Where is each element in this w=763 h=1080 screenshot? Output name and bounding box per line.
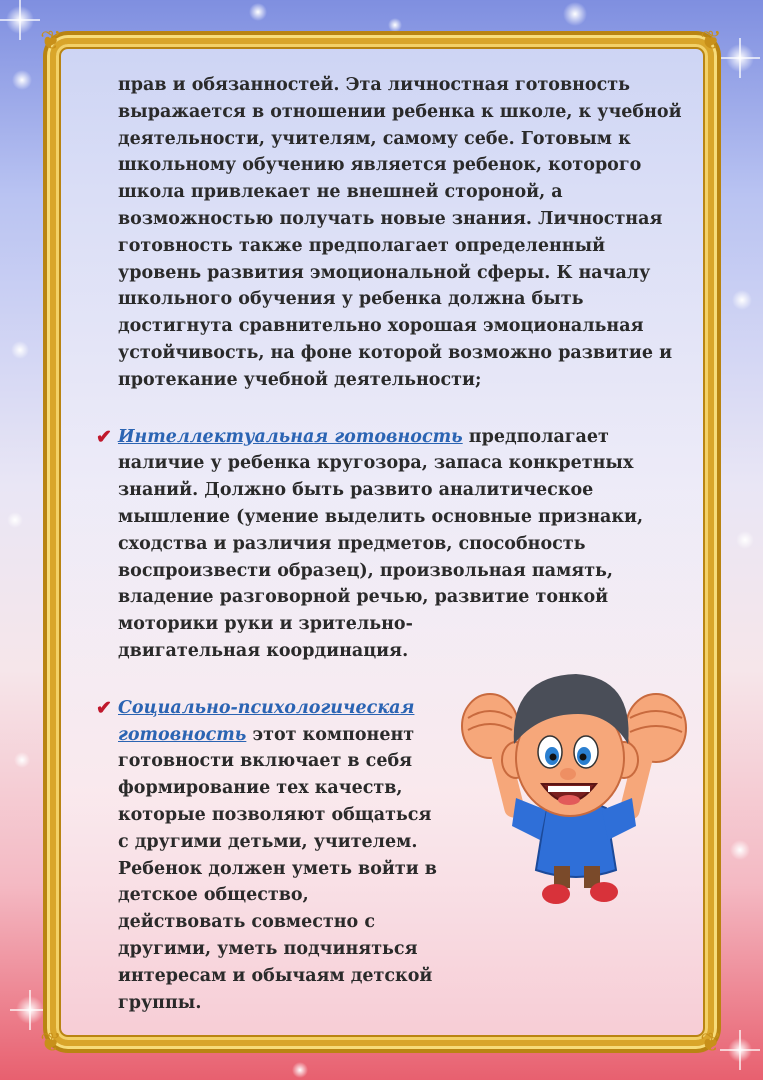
list-item-social-psychological-readiness: ✔ Социально-психологическая готовность этот компонент готовности включает в себя формирование тех качеств, которые позволяют общаться с другими детьми, учителем. Ребенок должен уметь войти в детское общество, действовать совместно с другими, уметь подчиняться интересам и обычаям детской группы. bbox=[96, 696, 437, 1013]
checkmark-icon: ✔ bbox=[96, 425, 112, 448]
list-item-intellectual-readiness: ✔ Интеллектуальная готовность предполагает наличие у ребенка кругозора, запаса конкретных знаний. Должно быть развито аналитическое мышление (умение выделить основные признаки, сходства и различия предметов, способность воспроизвести образец), произвольная память, владение разговорной речью, развитие тонкой моторики руки и зрительно- двигательная координация. bbox=[96, 425, 644, 661]
term-intellectual-readiness: Интеллектуальная готовность bbox=[118, 426, 463, 447]
frame-corner-ornament-icon: ❦ bbox=[700, 1028, 722, 1058]
cartoon-boy-icon bbox=[458, 648, 690, 910]
frame-corner-ornament-icon: ❦ bbox=[700, 26, 722, 56]
term-readiness: готовность bbox=[118, 724, 247, 745]
frame-corner-ornament-icon: ❦ bbox=[40, 26, 62, 56]
checkmark-icon: ✔ bbox=[96, 696, 112, 719]
term-social-psychological: Социально-психологическая bbox=[118, 697, 415, 718]
frame-corner-ornament-icon: ❦ bbox=[40, 1028, 62, 1058]
intro-paragraph: прав и обязанностей. Эта личностная готовность выражается в отношении ребенка к школе, к учебной деятельности, учителям, самому себе. Готовым к школьному обучению является ребенок, которого школа привлекает не внешней стороной, а возможностью получать новые знания. Личностная готовность также предполагает определенный уровень развития эмоциональной сферы. К началу школьного обучения у ребенка должна быть достигнута сравнительно хорошая эмоциональная устойчивость, на фоне которой возможно развитие и протекание учебной деятельности; bbox=[118, 75, 682, 390]
